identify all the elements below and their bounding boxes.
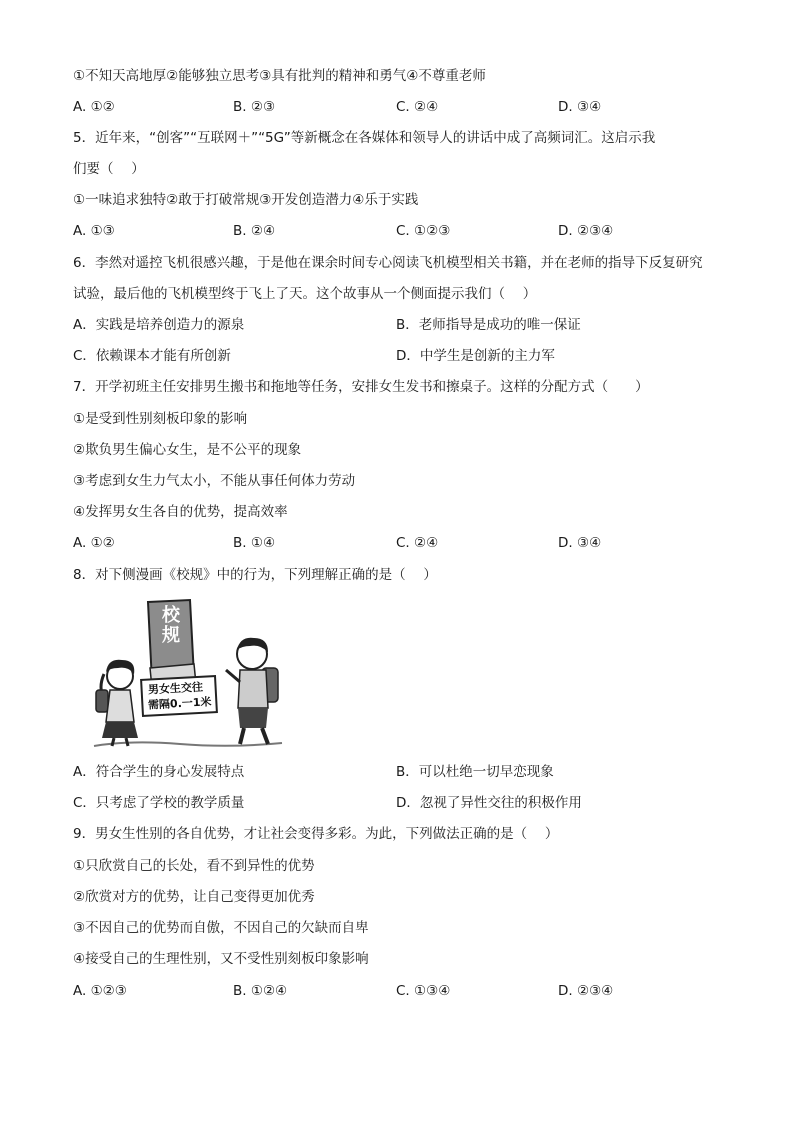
q9-option-d: D. ②③④ <box>558 983 614 999</box>
q6-option-c: C．依赖课本才能有所创新 <box>73 348 231 364</box>
q6-stem-line2: 试验，最后他的飞机模型终于飞上了天。这个故事从一个侧面提示我们（ ） <box>73 286 537 302</box>
q8-options-row1 <box>73 763 733 781</box>
q5-stem-line2: 们要（ ） <box>73 161 145 177</box>
q7-statement-3: ③考虑到女生力气太小，不能从事任何体力劳动 <box>73 473 356 489</box>
q8-stem: 8．对下侧漫画《校规》中的行为，下列理解正确的是（ ） <box>73 567 437 583</box>
q7-option-a: A. ①② <box>73 535 115 551</box>
q5-option-d: D. ②③④ <box>558 223 614 239</box>
q7-statement-4: ④发挥男女生各自的优势，提高效率 <box>73 504 288 520</box>
q8-option-c: C．只考虑了学校的教学质量 <box>73 795 245 811</box>
q7-option-b: B. ①④ <box>233 535 276 551</box>
q9-statement-1: ①只欣赏自己的长处，看不到异性的优势 <box>73 858 315 874</box>
q5-options <box>73 222 733 240</box>
cartoon-card-line1: 男女生交往 <box>147 680 204 697</box>
q7-statement-2: ②欺负男生偏心女生，是不公平的现象 <box>73 442 302 458</box>
q4-option-a: A. ①② <box>73 99 115 115</box>
cartoon-card-line2: 需隔0.一1米 <box>147 695 212 712</box>
q7-option-d: D. ③④ <box>558 535 602 551</box>
q4-option-c: C. ②④ <box>396 99 439 115</box>
q6-option-b: B．老师指导是成功的唯一保证 <box>396 317 581 333</box>
q6-option-d: D．中学生是创新的主力军 <box>396 348 555 364</box>
q9-option-a: A. ①②③ <box>73 983 127 999</box>
q8-option-d: D．忽视了异性交往的积极作用 <box>396 795 582 811</box>
q9-statement-4: ④接受自己的生理性别，又不受性别刻板印象影响 <box>73 951 369 967</box>
q6-options-row1 <box>73 316 733 334</box>
q6-option-a: A．实践是培养创造力的源泉 <box>73 317 245 333</box>
q7-statement-1: ①是受到性别刻板印象的影响 <box>73 411 248 427</box>
q9-option-b: B. ①②④ <box>233 983 288 999</box>
q7-options <box>73 534 733 552</box>
school-rules-cartoon <box>90 598 286 752</box>
q5-option-c: C. ①②③ <box>396 223 451 239</box>
q4-option-b: B. ②③ <box>233 99 276 115</box>
q4-statements: ①不知天高地厚②能够独立思考③具有批判的精神和勇气④不尊重老师 <box>73 68 486 84</box>
q5-statements: ①一味追求独特②敢于打破常规③开发创造潜力④乐于实践 <box>73 192 419 208</box>
q9-statement-3: ③不因自己的优势而自傲，不因自己的欠缺而自卑 <box>73 920 369 936</box>
q5-stem-line1: 5．近年来，“创客”“互联网＋”“5G”等新概念在各媒体和领导人的讲话中成了高频词汇。这启示我 <box>73 130 656 146</box>
q9-option-c: C. ①③④ <box>396 983 451 999</box>
q4-options <box>73 98 733 116</box>
q9-stem: 9．男女生性别的各自优势，才让社会变得多彩。为此，下列做法正确的是（ ） <box>73 826 559 842</box>
cartoon-sign-text: 校规 <box>162 605 180 646</box>
q8-options-row2 <box>73 794 733 812</box>
q8-option-a: A．符合学生的身心发展特点 <box>73 764 245 780</box>
q7-stem: 7．开学初班主任安排男生搬书和拖地等任务，安排女生发书和擦桌子。这样的分配方式（ ） <box>73 379 649 395</box>
q6-stem-line1: 6．李然对遥控飞机很感兴趣，于是他在课余时间专心阅读飞机模型相关书籍，并在老师的指导下反复研究 <box>73 255 703 271</box>
q7-option-c: C. ②④ <box>396 535 439 551</box>
q4-option-d: D. ③④ <box>558 99 602 115</box>
q9-options <box>73 982 733 1000</box>
q9-statement-2: ②欣赏对方的优势，让自己变得更加优秀 <box>73 889 315 905</box>
q5-option-a: A. ①③ <box>73 223 115 239</box>
q8-option-b: B．可以杜绝一切早恋现象 <box>396 764 554 780</box>
q5-option-b: B. ②④ <box>233 223 276 239</box>
q6-options-row2 <box>73 347 733 365</box>
